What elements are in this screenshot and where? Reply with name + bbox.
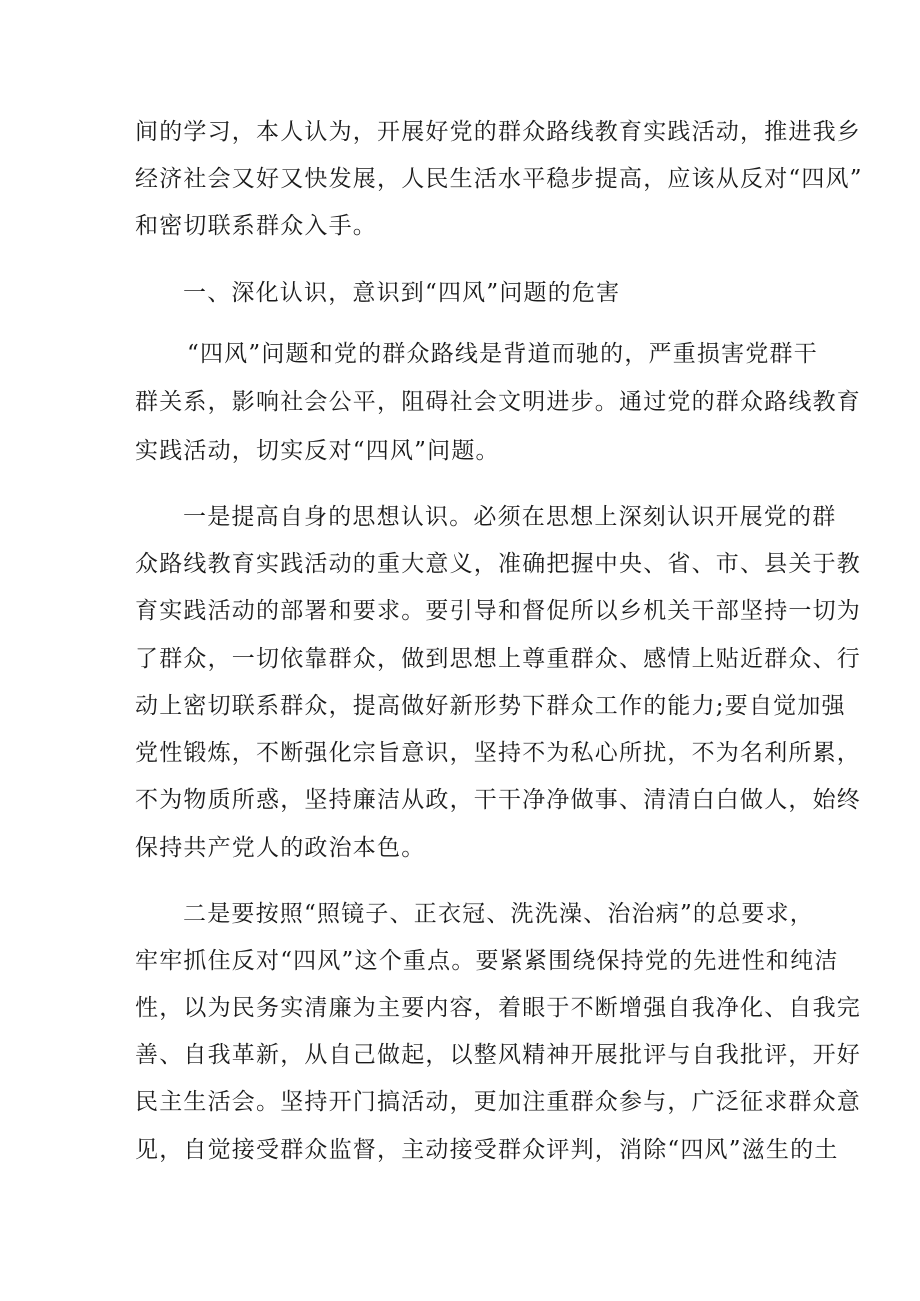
paragraph-3-line-1: 二是要按照“照镜子、正衣冠、洗洗澡、治治病”的总要求， xyxy=(183,901,814,927)
paragraph-2-line-8: 保持共产党人的政治本色。 xyxy=(135,835,426,861)
paragraph-2-line-4: 了群众，一切依靠群众，做到思想上尊重群众、感情上贴近群众、行 xyxy=(135,646,861,672)
section-heading-1: 一、深化认识，意识到“四风”问题的危害 xyxy=(183,280,621,306)
paragraph-2-line-3: 育实践活动的部署和要求。要引导和督促所以乡机关干部坚持一切为 xyxy=(135,598,861,624)
paragraph-1-line-3: 实践活动，切实反对“四风”问题。 xyxy=(135,438,500,464)
paragraph-2-line-1: 一是提高自身的思想认识。必须在思想上深刻认识开展党的群 xyxy=(183,504,837,530)
paragraph-2-line-7: 不为物质所惑，坚持廉洁从政，干干净净做事、清清白白做人，始终 xyxy=(135,787,861,813)
paragraph-2-line-6: 党性锻炼，不断强化宗旨意识，坚持不为私心所扰，不为名利所累， xyxy=(135,740,861,766)
intro-line-2: 经济社会又好又快发展，人民生活水平稳步提高，应该从反对“四风” xyxy=(135,166,863,192)
paragraph-1-line-1: “四风”问题和党的群众路线是背道而驰的，严重损害党群干 xyxy=(187,341,818,367)
intro-line-1: 间的学习，本人认为，开展好党的群众路线教育实践活动，推进我乡 xyxy=(135,119,861,145)
paragraph-1-line-2: 群关系，影响社会公平，阻碍社会文明进步。通过党的群众路线教育 xyxy=(135,389,861,415)
paragraph-3-line-5: 民主生活会。坚持开门搞活动，更加注重群众参与，广泛征求群众意 xyxy=(135,1089,861,1115)
paragraph-3-line-3: 性，以为民务实清廉为主要内容，着眼于不断增强自我净化、自我完 xyxy=(135,995,861,1021)
paragraph-2-line-2: 众路线教育实践活动的重大意义，准确把握中央、省、市、县关于教 xyxy=(135,551,861,577)
paragraph-3-line-4: 善、自我革新，从自己做起，以整风精神开展批评与自我批评，开好 xyxy=(135,1042,861,1068)
intro-line-3: 和密切联系群众入手。 xyxy=(135,213,377,239)
paragraph-3-line-6: 见，自觉接受群众监督，主动接受群众评判，消除“四风”滋生的土 xyxy=(135,1137,839,1163)
paragraph-3-line-2: 牢牢抓住反对“四风”这个重点。要紧紧围绕保持党的先进性和纯洁 xyxy=(135,948,839,974)
paragraph-2-line-5: 动上密切联系群众，提高做好新形势下群众工作的能力;要自觉加强 xyxy=(135,693,846,719)
